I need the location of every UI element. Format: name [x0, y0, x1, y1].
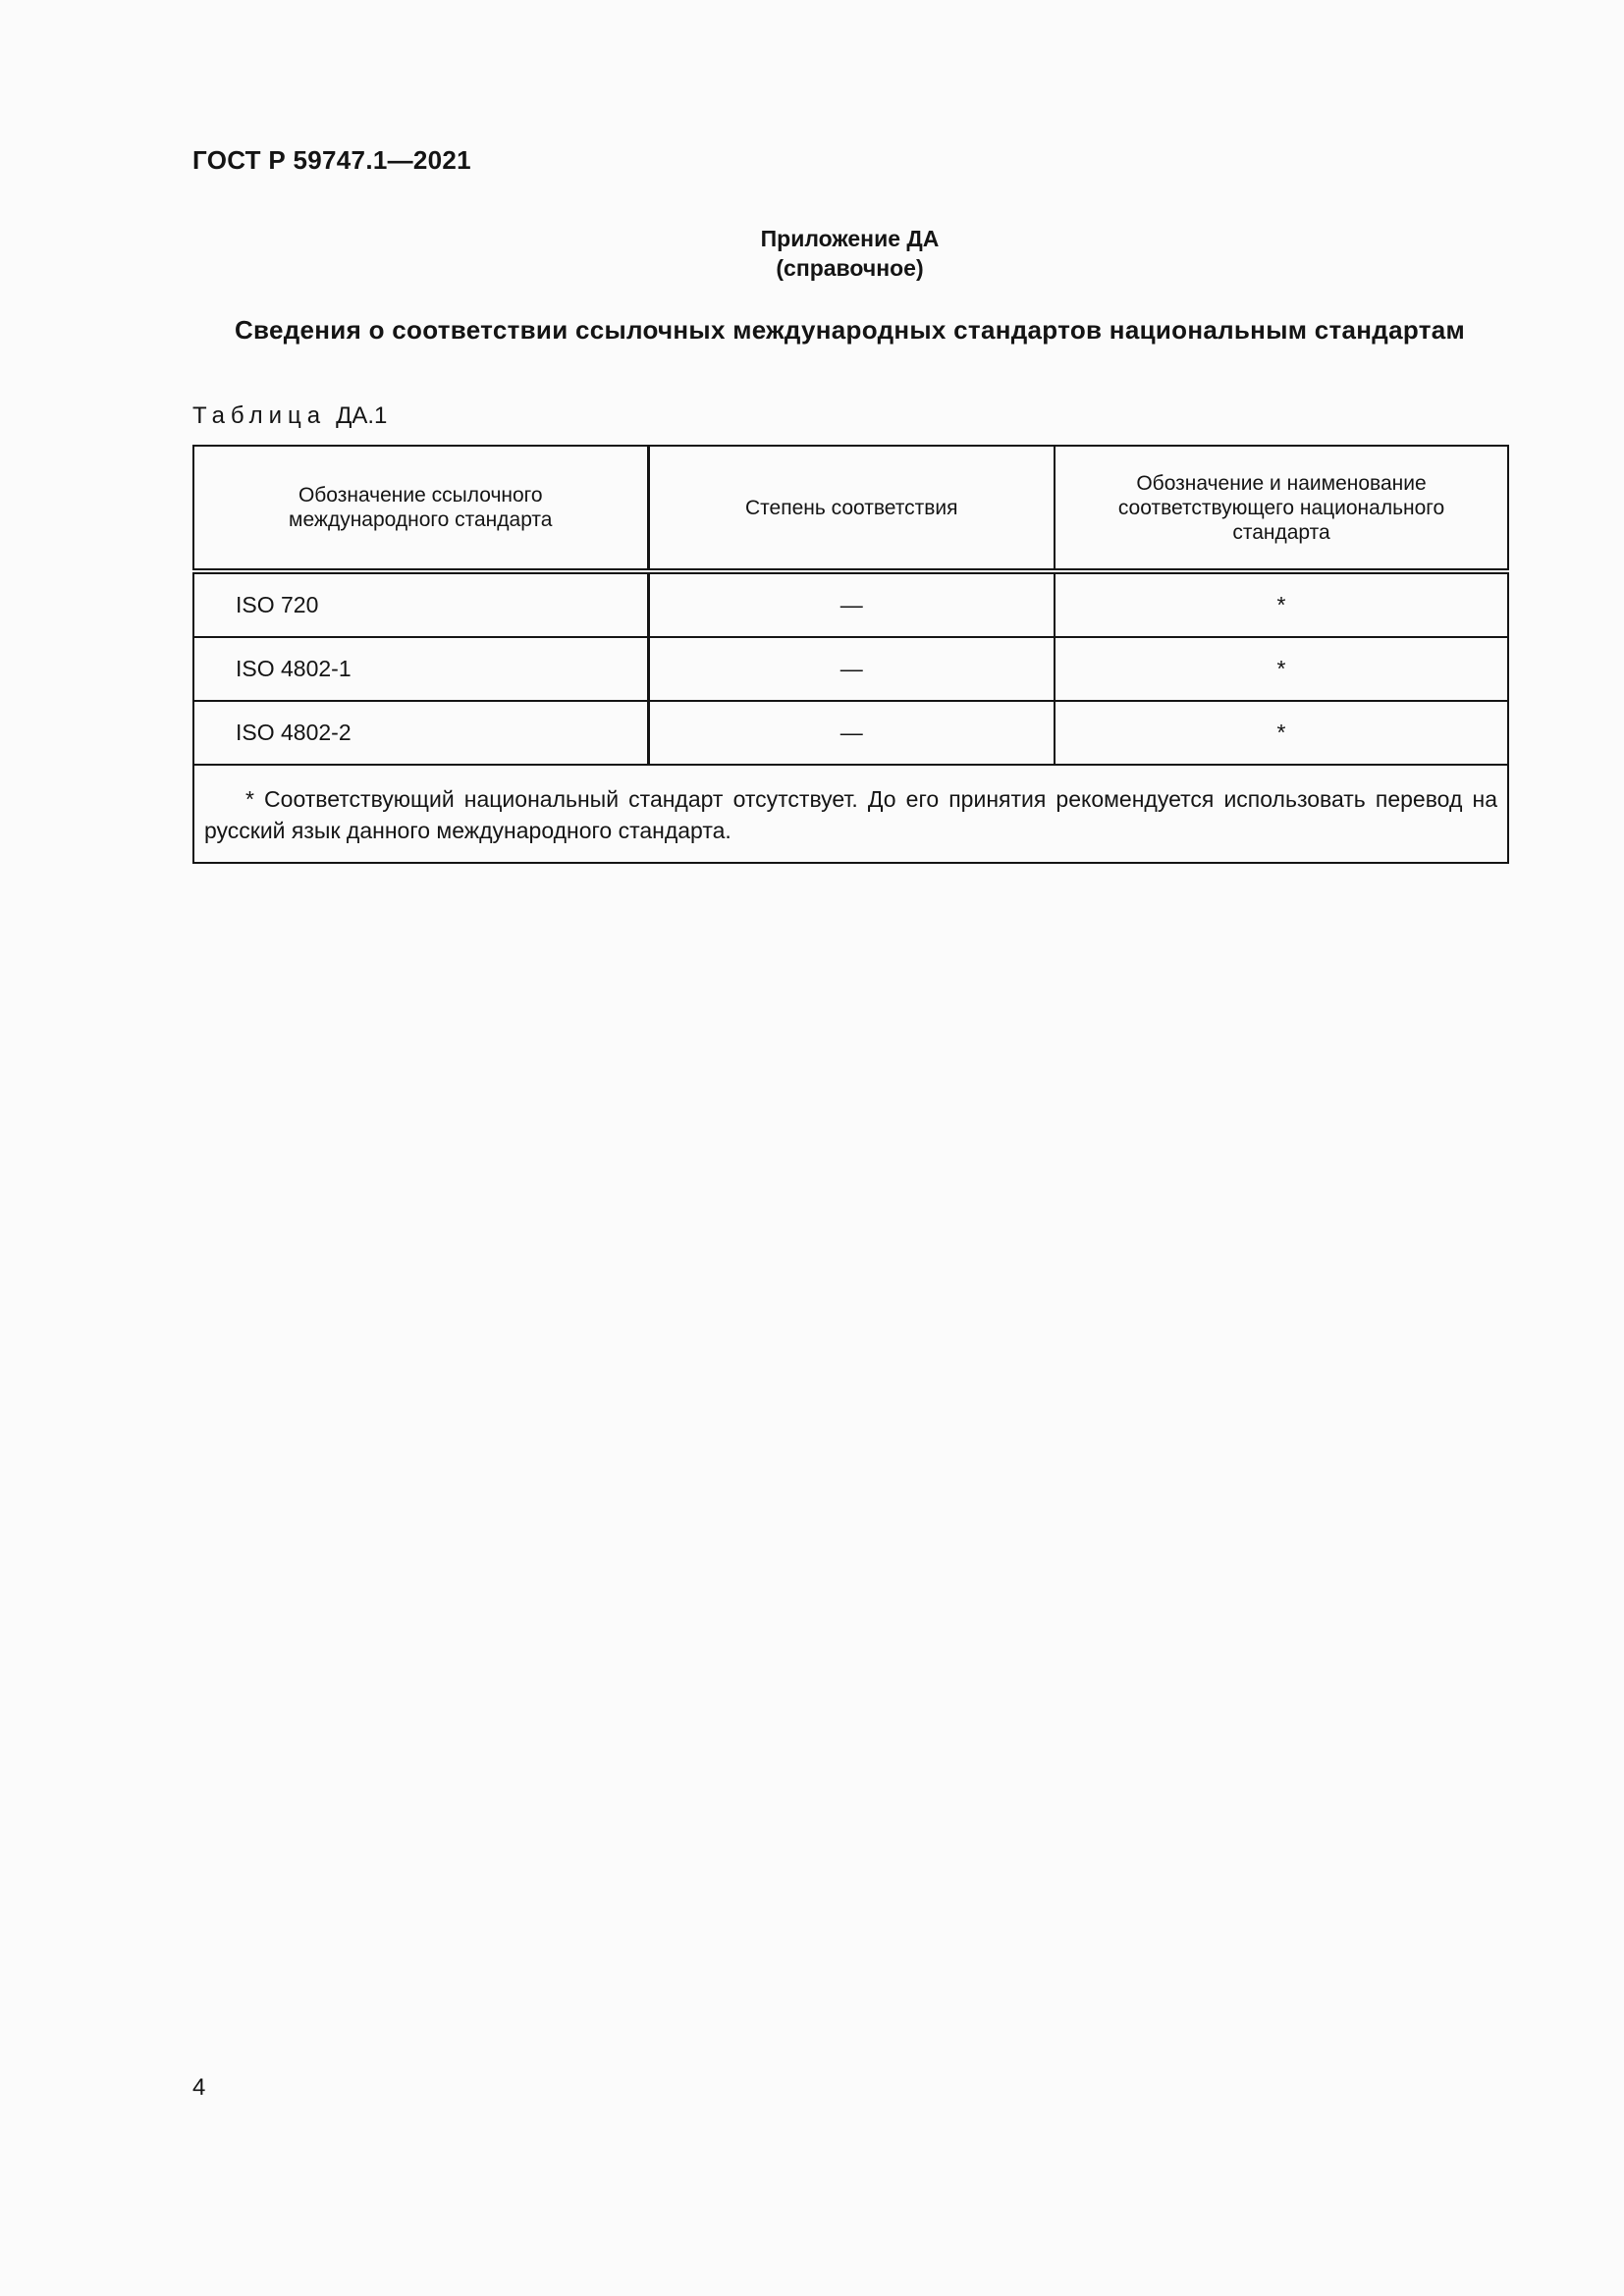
table-caption — [192, 402, 387, 430]
table-header-row — [193, 446, 1508, 571]
cell-national: * — [1055, 571, 1508, 637]
table-caption-id: ДА.1 — [336, 402, 388, 429]
table-footnote-text: * Соответствующий национальный стандарт отсутствует. До его принятия рекомендуется использовать перевод на русский язык данного международного стандарта. — [204, 786, 1497, 843]
standards-table — [192, 445, 1509, 864]
table-footnote-row — [193, 765, 1508, 863]
cell-standard: ISO 720 — [193, 571, 648, 637]
cell-standard: ISO 4802-2 — [193, 701, 648, 765]
table-row — [193, 571, 1508, 637]
page-number: 4 — [192, 2074, 206, 2101]
cell-degree: — — [648, 571, 1055, 637]
table-caption-word: Таблица — [192, 402, 327, 429]
header-reference-standard: Обозначение ссылочного международного стандарта — [193, 446, 648, 571]
cell-national: * — [1055, 637, 1508, 701]
header-degree: Степень соответствия — [648, 446, 1055, 571]
table-row — [193, 637, 1508, 701]
cell-national: * — [1055, 701, 1508, 765]
header-national-standard: Обозначение и наименование соответствующего национального стандарта — [1055, 446, 1508, 571]
cell-degree: — — [648, 637, 1055, 701]
table-row — [193, 701, 1508, 765]
cell-degree: — — [648, 701, 1055, 765]
annex-subtitle: (справочное) — [776, 255, 924, 281]
annex-heading — [192, 224, 1507, 283]
section-title: Сведения о соответствии ссылочных международных стандартов национальным стандартам — [234, 315, 1466, 345]
table-footnote — [193, 765, 1508, 863]
annex-title: Приложение ДА — [760, 226, 940, 251]
cell-standard: ISO 4802-1 — [193, 637, 648, 701]
document-code: ГОСТ Р 59747.1—2021 — [192, 145, 471, 175]
